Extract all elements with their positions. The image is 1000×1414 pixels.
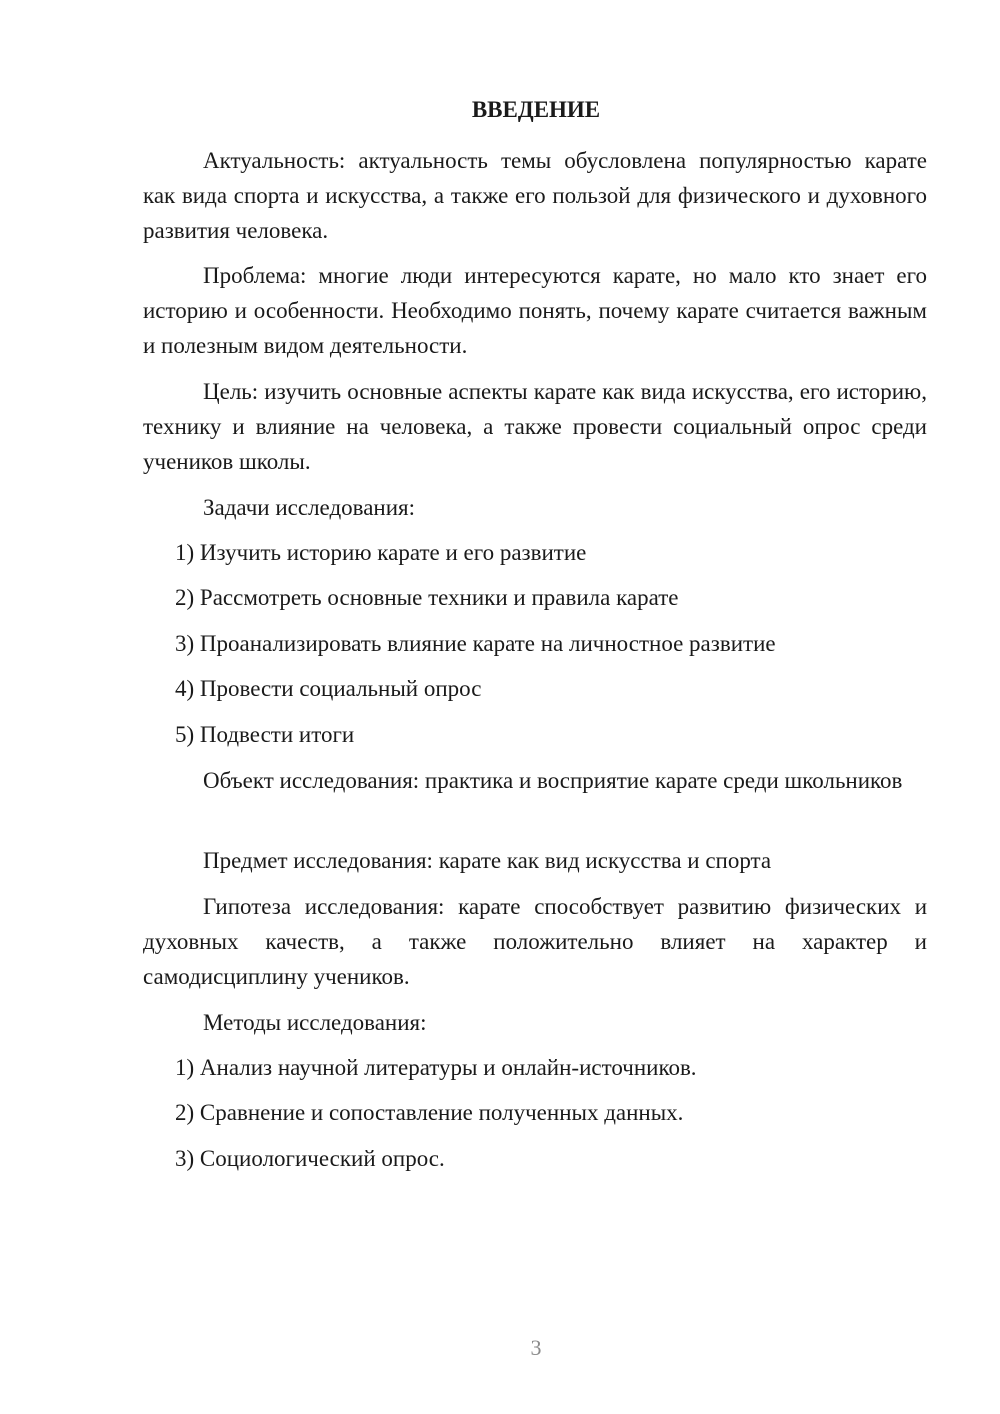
methods-heading: Методы исследования: — [203, 1010, 427, 1035]
list-item: 3) Проанализировать влияние карате на личностное развитие — [175, 631, 776, 656]
object-paragraph: Объект исследования: практика и восприятие карате среди школьников — [203, 768, 903, 793]
list-item: 1) Изучить историю карате и его развитие — [175, 540, 587, 565]
page-number: 3 — [530, 1335, 542, 1360]
problem-paragraph: Проблема: многие люди интересуются карате, но мало кто знает его историю и особенности. Необходимо понять, почему карате считается важным и полезным видом деятельности. — [143, 263, 927, 358]
tasks-heading: Задачи исследования: — [203, 495, 416, 520]
list-item: 3) Социологический опрос. — [175, 1146, 445, 1171]
list-item: 2) Сравнение и сопоставление полученных данных. — [175, 1100, 684, 1125]
hypothesis-paragraph: Гипотеза исследования: карате способствует развитию физических и духовных качеств, а также положительно влияет на характер и самодисциплину учеников. — [143, 894, 927, 989]
list-item: 5) Подвести итоги — [175, 722, 355, 747]
relevance-paragraph: Актуальность: актуальность темы обусловлена популярностью карате как вида спорта и искусства, а также его пользой для физического и духовного развития человека. — [143, 148, 927, 243]
subject-line: Предмет исследования: карате как вид искусства и спорта — [203, 848, 772, 873]
list-item: 2) Рассмотреть основные техники и правила карате — [175, 585, 679, 610]
page-title: ВВЕДЕНИЕ — [471, 97, 601, 122]
list-item: 1) Анализ научной литературы и онлайн-источников. — [175, 1055, 697, 1080]
goal-paragraph: Цель: изучить основные аспекты карате как вида искусства, его историю, технику и влияние на человека, а также провести социальный опрос среди учеников школы. — [143, 379, 927, 474]
list-item: 4) Провести социальный опрос — [175, 676, 482, 701]
